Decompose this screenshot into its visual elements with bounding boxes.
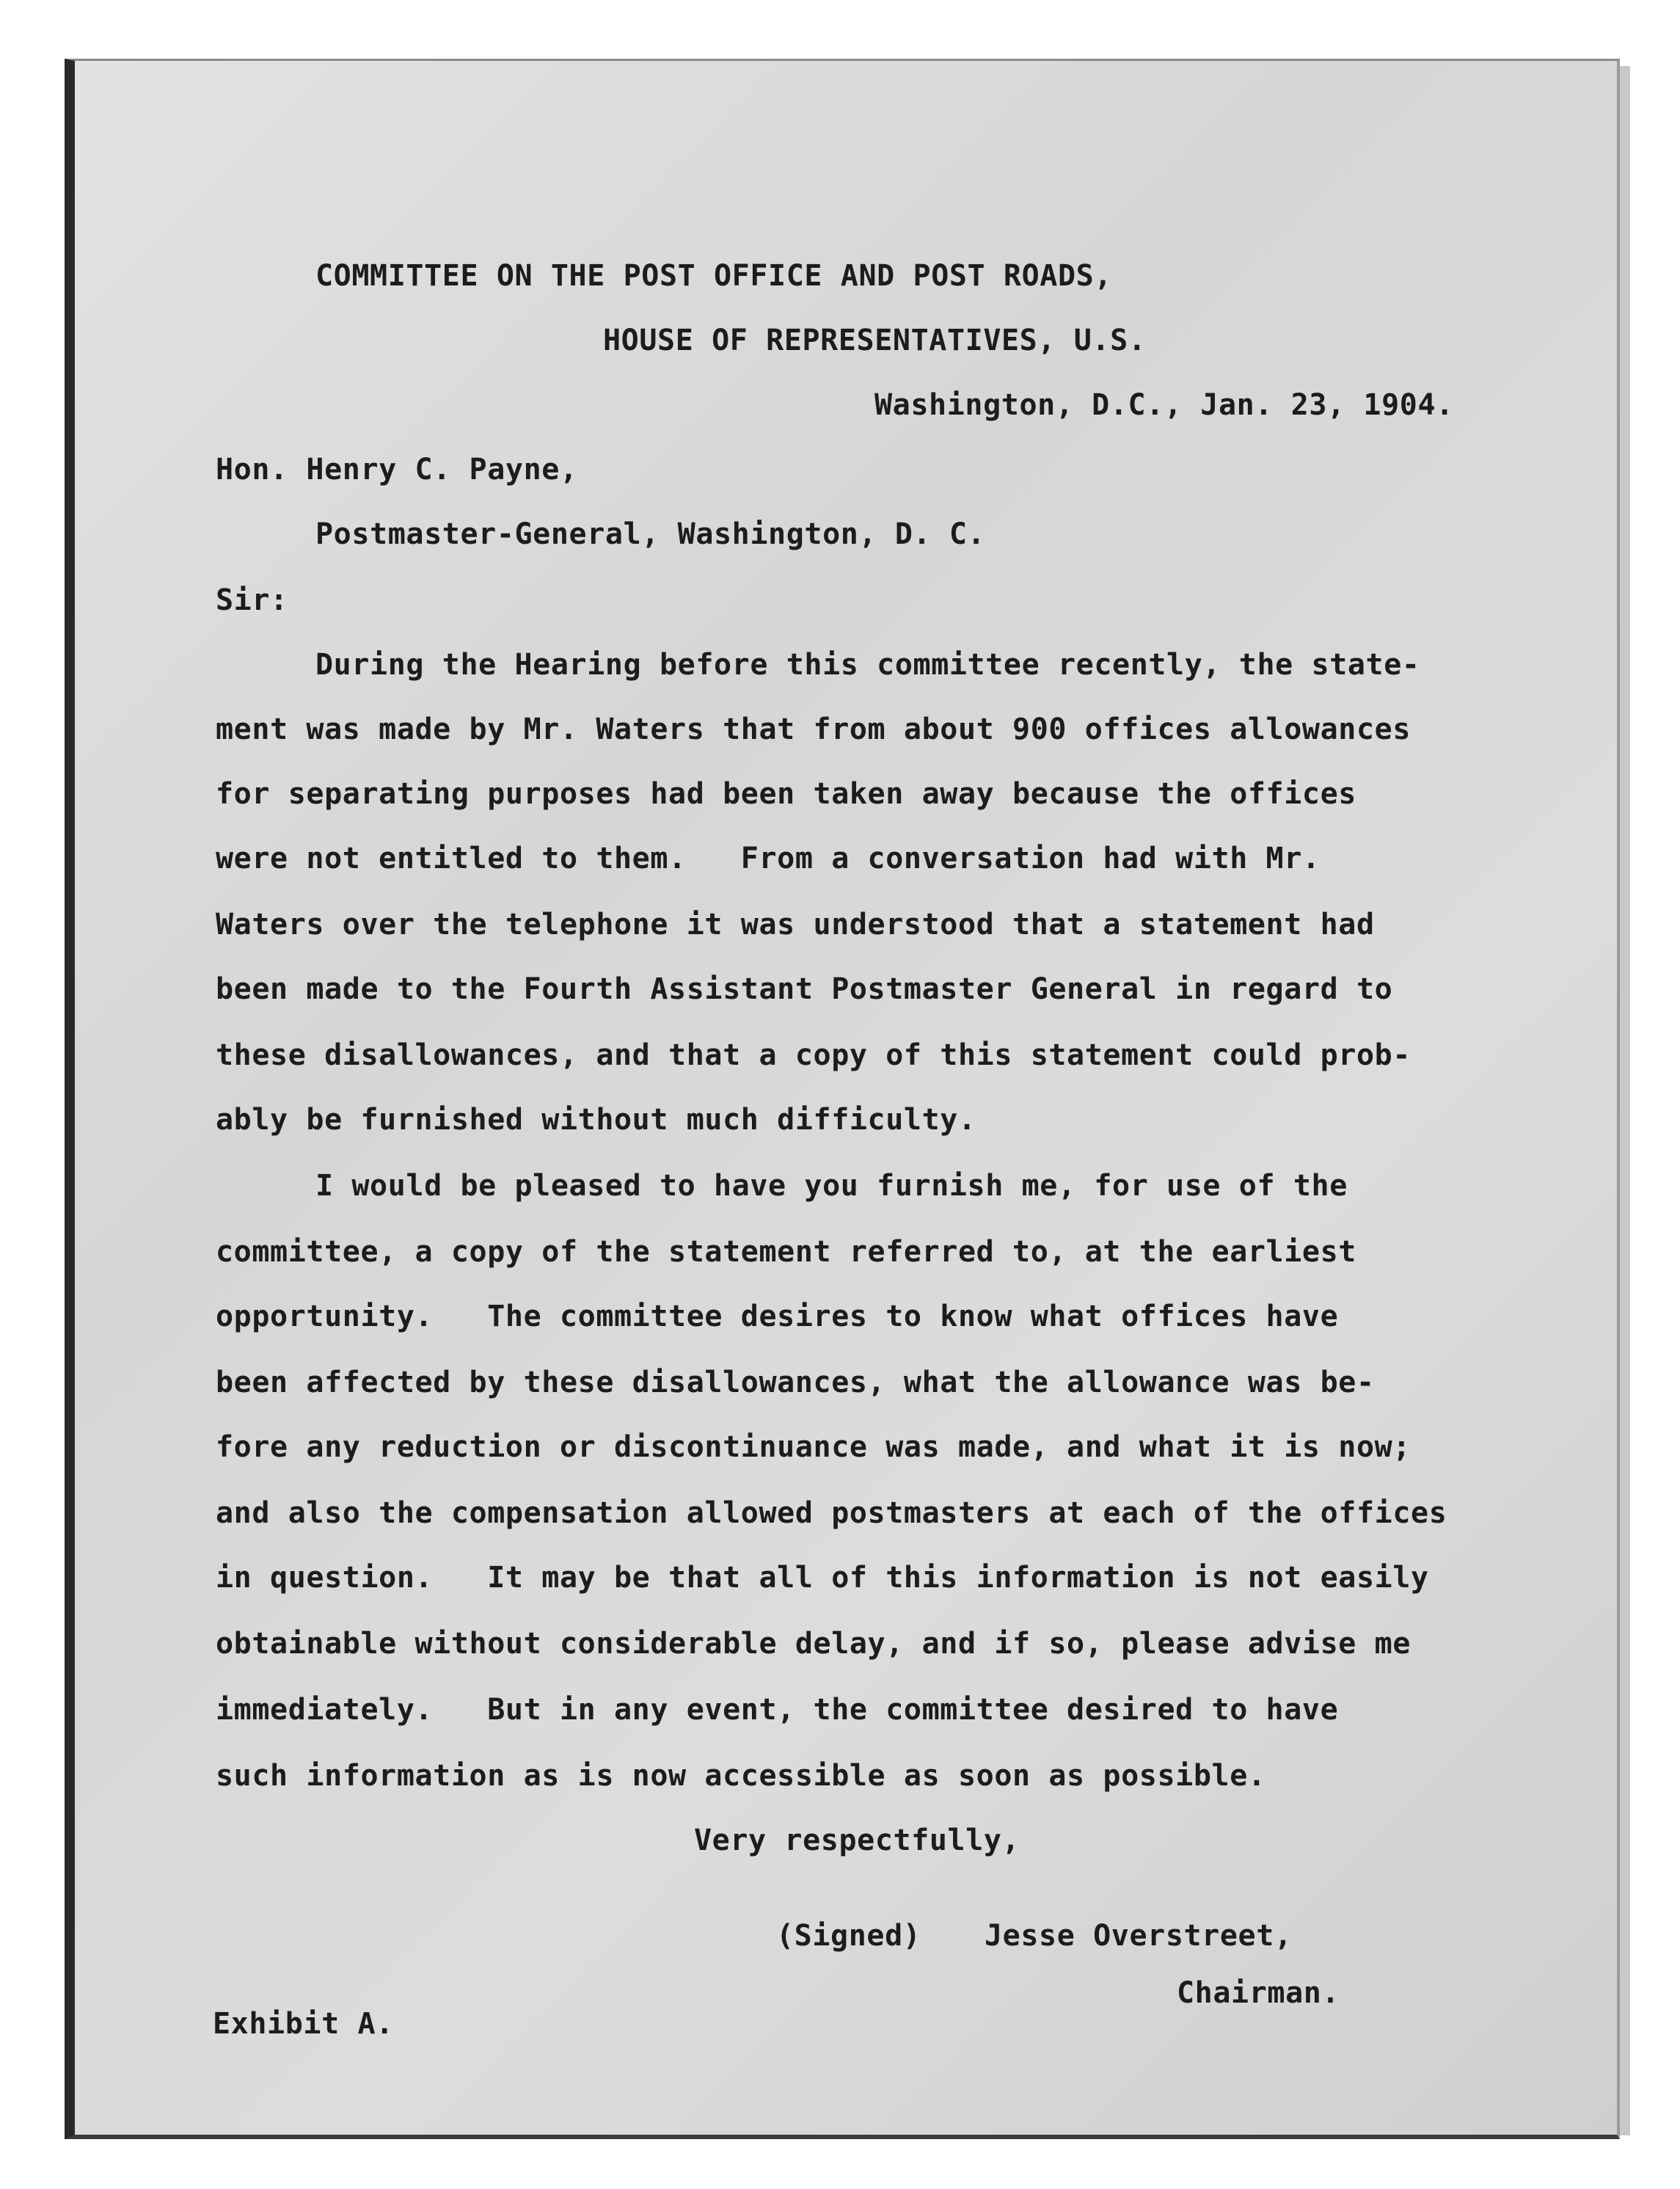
salutation: Sir: <box>216 583 288 617</box>
paragraph2-line: I would be pleased to have you furnish me, for use of the <box>315 1169 1348 1203</box>
paragraph1-line: ably be furnished without much difficulty. <box>216 1103 976 1137</box>
recipient-name: Hon. Henry C. Payne, <box>216 453 578 487</box>
paragraph2-line: obtainable without considerable delay, and if so, please advise me <box>216 1627 1411 1661</box>
paragraph1-line: were not entitled to them. From a conversation had with Mr. <box>216 842 1321 875</box>
paragraph1-line: these disallowances, and that a copy of this statement could prob- <box>216 1038 1411 1072</box>
signature-title: Chairman. <box>1177 1976 1340 2010</box>
paragraph2-line: and also the compensation allowed postmasters at each of the offices <box>216 1496 1447 1530</box>
paragraph2-line: such information as is now accessible as soon as possible. <box>216 1759 1266 1793</box>
letterhead-place-date: Washington, D.C., Jan. 23, 1904. <box>874 388 1454 422</box>
exhibit-label: Exhibit A. <box>213 2007 394 2041</box>
paragraph1-line: During the Hearing before this committee recently, the state- <box>315 648 1420 682</box>
letterhead-committee: COMMITTEE ON THE POST OFFICE AND POST ROADS, <box>315 259 1113 293</box>
letterhead-house: HOUSE OF REPRESENTATIVES, U.S. <box>603 324 1147 357</box>
recipient-title: Postmaster-General, Washington, D. C. <box>315 517 986 551</box>
paragraph2-line: committee, a copy of the statement referred to, at the earliest <box>216 1235 1356 1269</box>
paragraph1-line: for separating purposes had been taken away because the offices <box>216 777 1356 811</box>
paragraph1-line: Waters over the telephone it was understood that a statement had <box>216 908 1375 941</box>
paragraph2-line: opportunity. The committee desires to know what offices have <box>216 1300 1339 1333</box>
closing: Very respectfully, <box>694 1824 1020 1857</box>
signature-name: Jesse Overstreet, <box>985 1919 1293 1953</box>
paragraph2-line: been affected by these disallowances, what the allowance was be- <box>216 1366 1375 1399</box>
paragraph2-line: immediately. But in any event, the committee desired to have <box>216 1693 1339 1727</box>
paragraph1-line: been made to the Fourth Assistant Postmaster General in regard to <box>216 972 1393 1006</box>
signature-signed-label: (Signed) <box>776 1919 921 1953</box>
paragraph1-line: ment was made by Mr. Waters that from about 900 offices allowances <box>216 713 1411 746</box>
paragraph2-line: fore any reduction or discontinuance was made, and what it is now; <box>216 1430 1411 1464</box>
paragraph2-line: in question. It may be that all of this information is not easily <box>216 1561 1429 1595</box>
